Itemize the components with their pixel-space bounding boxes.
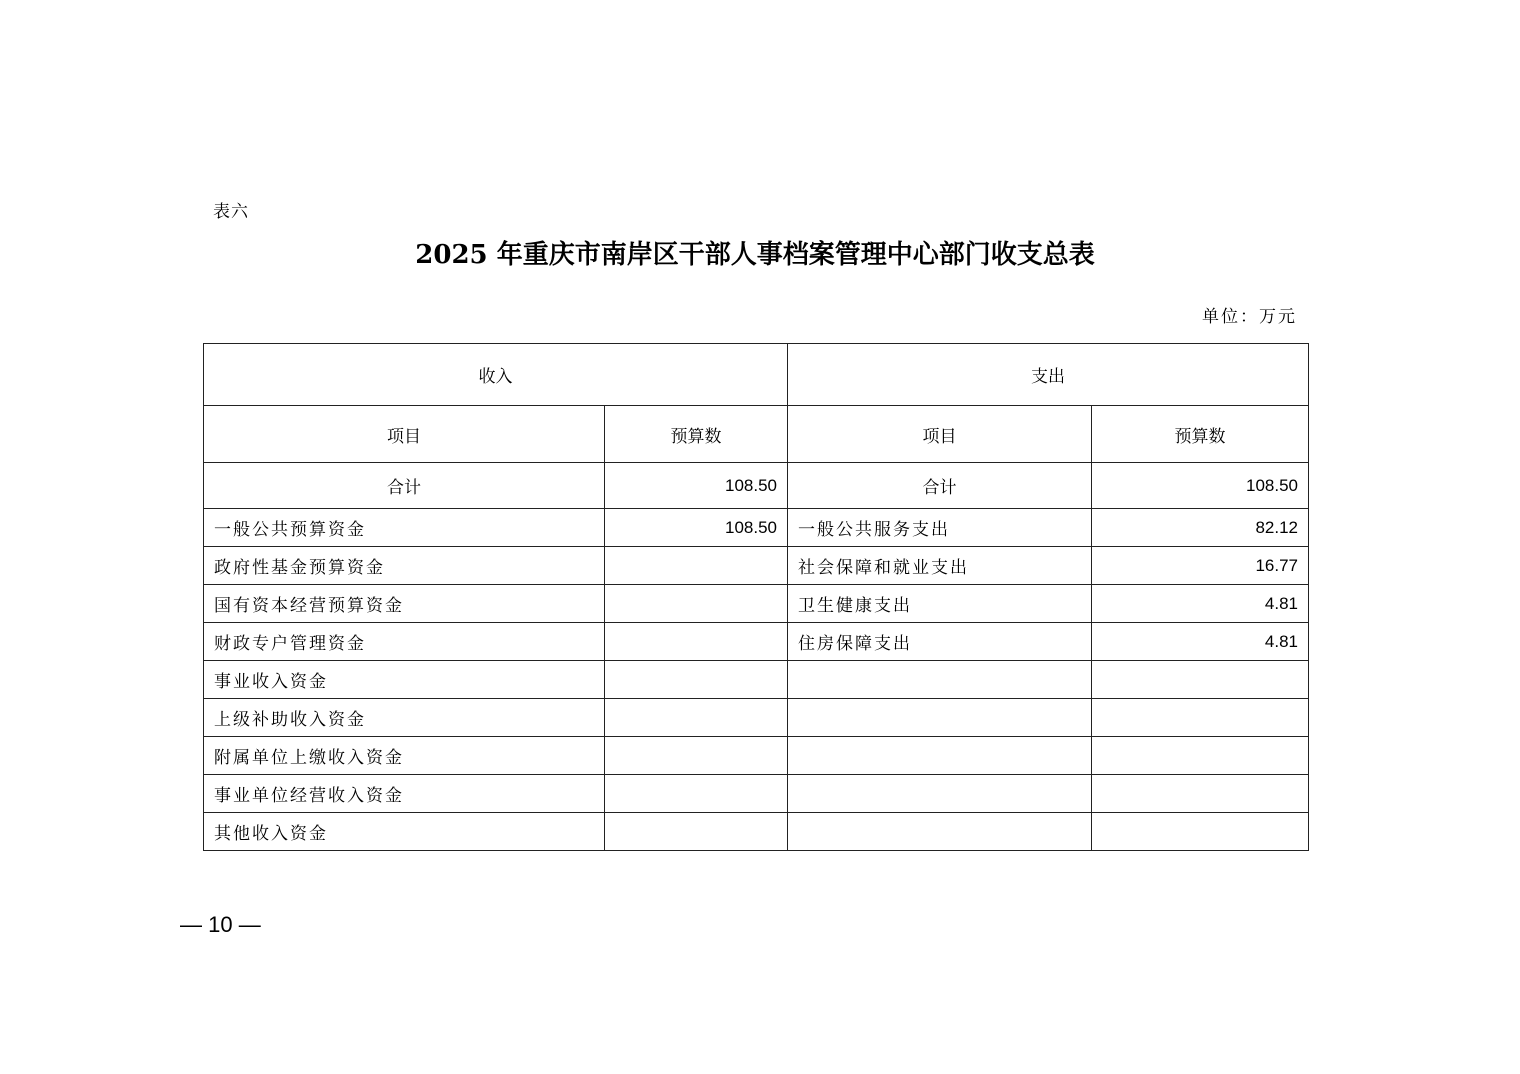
income-budget-header: 预算数: [605, 406, 788, 463]
income-total-label: 合计: [204, 463, 605, 509]
expense-header: 支出: [788, 344, 1309, 406]
income-item: 财政专户管理资金: [204, 623, 605, 661]
income-item: 事业收入资金: [204, 661, 605, 699]
expense-value: [1092, 661, 1309, 699]
expense-total-label: 合计: [788, 463, 1092, 509]
expense-value: 4.81: [1092, 623, 1309, 661]
table-row: [204, 661, 1309, 699]
income-total-value: 108.50: [605, 463, 788, 509]
income-item: 一般公共预算资金: [204, 509, 605, 547]
expense-item-header: 项目: [788, 406, 1092, 463]
expense-value: 16.77: [1092, 547, 1309, 585]
table-row: [204, 737, 1309, 775]
expense-value: [1092, 699, 1309, 737]
income-item: 附属单位上缴收入资金: [204, 737, 605, 775]
income-item: 事业单位经营收入资金: [204, 775, 605, 813]
page-title: 2025 年重庆市南岸区干部人事档案管理中心部门收支总表: [415, 240, 1095, 270]
income-value: [605, 547, 788, 585]
income-item: 其他收入资金: [204, 813, 605, 851]
table-row: [204, 509, 1309, 547]
income-value: [605, 585, 788, 623]
table-label: 表六: [213, 202, 249, 222]
expense-item: [788, 775, 1092, 813]
income-header: 收入: [204, 344, 788, 406]
header-row-main: [204, 344, 1309, 406]
expense-total-value: 108.50: [1092, 463, 1309, 509]
expense-item: 社会保障和就业支出: [788, 547, 1092, 585]
table-row: [204, 585, 1309, 623]
page-number: — 10 —: [180, 912, 261, 937]
income-value: [605, 775, 788, 813]
income-item: 政府性基金预算资金: [204, 547, 605, 585]
expense-value: [1092, 813, 1309, 851]
income-value: [605, 813, 788, 851]
expense-item: 卫生健康支出: [788, 585, 1092, 623]
expense-budget-header: 预算数: [1092, 406, 1309, 463]
income-value: [605, 737, 788, 775]
expense-item: [788, 813, 1092, 851]
income-item: 上级补助收入资金: [204, 699, 605, 737]
expense-item: [788, 737, 1092, 775]
header-row-sub: [204, 406, 1309, 463]
expense-value: 4.81: [1092, 585, 1309, 623]
expense-item: 一般公共服务支出: [788, 509, 1092, 547]
expense-item: [788, 699, 1092, 737]
income-value: [605, 661, 788, 699]
income-value: [605, 623, 788, 661]
expense-value: [1092, 775, 1309, 813]
budget-table: [203, 343, 1309, 851]
table-row: [204, 623, 1309, 661]
expense-item: [788, 661, 1092, 699]
table-row: [204, 699, 1309, 737]
income-value: [605, 699, 788, 737]
income-item: 国有资本经营预算资金: [204, 585, 605, 623]
expense-item: 住房保障支出: [788, 623, 1092, 661]
total-row: [204, 463, 1309, 509]
income-value: 108.50: [605, 509, 788, 547]
table-row: [204, 547, 1309, 585]
table-row: [204, 775, 1309, 813]
expense-value: 82.12: [1092, 509, 1309, 547]
income-item-header: 项目: [204, 406, 605, 463]
expense-value: [1092, 737, 1309, 775]
table-row: [204, 813, 1309, 851]
unit-label: 单位：万元: [1202, 307, 1297, 327]
